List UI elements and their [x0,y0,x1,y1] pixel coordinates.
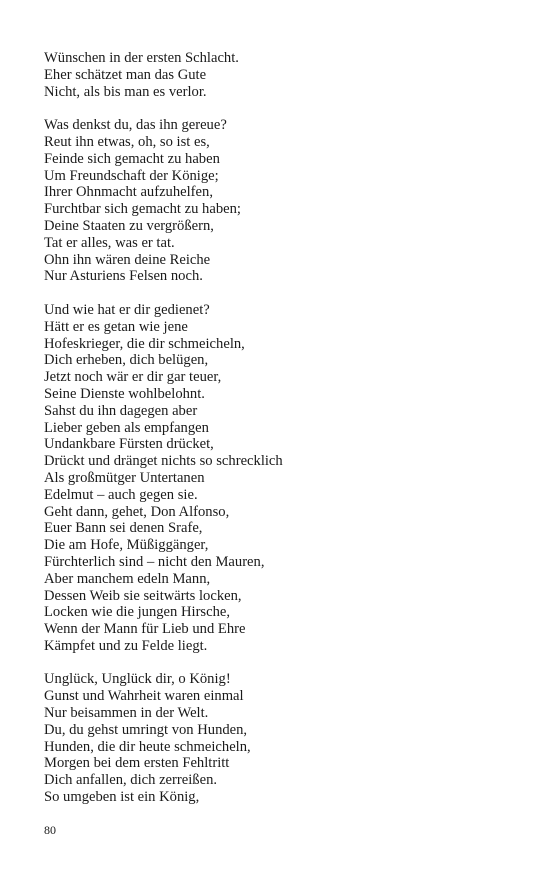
poem-line: Tat er alles, was er tat. [44,234,175,251]
poem-line: Nicht, als bis man es verlor. [44,83,207,100]
poem-line: Locken wie die jungen Hirsche, [44,604,231,621]
stanza-3 [44,302,524,655]
poem-line: Lieber geben als empfangen [44,419,209,436]
poem-line: Fürchterlich sind – nicht den Mauren, [44,553,265,570]
poem-line: Nur beisammen in der Welt. [44,705,209,722]
poem-line: Hunden, die dir heute schmeicheln, [44,738,251,755]
poem-line: Die am Hofe, Müßiggänger, [44,537,209,554]
poem-line: Jetzt noch wär er dir gar teuer, [44,369,222,386]
poem-line: Nur Asturiens Felsen noch. [44,268,203,285]
poem-line: Was denkst du, das ihn gereue? [44,117,227,134]
stanza-1 [44,50,524,100]
poem-line: Um Freundschaft der Könige; [44,167,219,184]
poem-line: Ihrer Ohnmacht aufzuhelfen, [44,184,213,201]
poem-line: Feinde sich gemacht zu haben [44,150,220,167]
poem-line: Reut ihn etwas, oh, so ist es, [44,133,210,150]
poem-line: Drückt und dränget nichts so schrecklich [44,453,283,470]
poem-line: Dessen Weib sie seitwärts locken, [44,587,242,604]
poem-line: Als großmütger Untertanen [44,469,205,486]
poem-line: Morgen bei dem ersten Fehltritt [44,755,230,772]
poem-line: So umgeben ist ein König, [44,789,200,806]
poem-line: Dich erheben, dich belügen, [44,352,209,369]
poem-line: Du, du gehst umringt von Hunden, [44,721,248,738]
stanza-2 [44,117,524,285]
poem-line: Eher schätzet man das Gute [44,66,207,83]
poem-text [44,50,524,823]
poem-line: Sahst du ihn dagegen aber [44,402,198,419]
poem-line: Edelmut – auch gegen sie. [44,486,198,503]
poem-line: Hätt er es getan wie jene [44,318,188,335]
poem-line: Unglück, Unglück dir, o König! [44,671,231,688]
poem-line: Seine Dienste wohlbelohnt. [44,385,205,402]
poem-line: Gunst und Wahrheit waren einmal [44,688,244,705]
poem-line: Kämpfet und zu Felde liegt. [44,637,208,654]
poem-line: Dich anfallen, dich zerreißen. [44,772,218,789]
poem-line: Aber manchem edeln Mann, [44,570,211,587]
poem-line: Wünschen in der ersten Schlacht. [44,50,239,66]
poem-line: Undankbare Fürsten drücket, [44,436,214,453]
page-number: 80 [44,823,56,837]
poem-line: Hofeskrieger, die dir schmeicheln, [44,335,245,352]
poem-line: Wenn der Mann für Lieb und Ehre [44,621,246,638]
poem-line: Ohn ihn wären deine Reiche [44,251,211,268]
poem-line: Furchtbar sich gemacht zu haben; [44,201,241,218]
poem-line: Deine Staaten zu vergrößern, [44,217,214,234]
stanza-4 [44,671,524,805]
poem-line: Euer Bann sei denen Srafe, [44,520,203,537]
poem-line: Geht dann, gehet, Don Alfonso, [44,503,230,520]
poem-line: Und wie hat er dir gedienet? [44,301,210,318]
